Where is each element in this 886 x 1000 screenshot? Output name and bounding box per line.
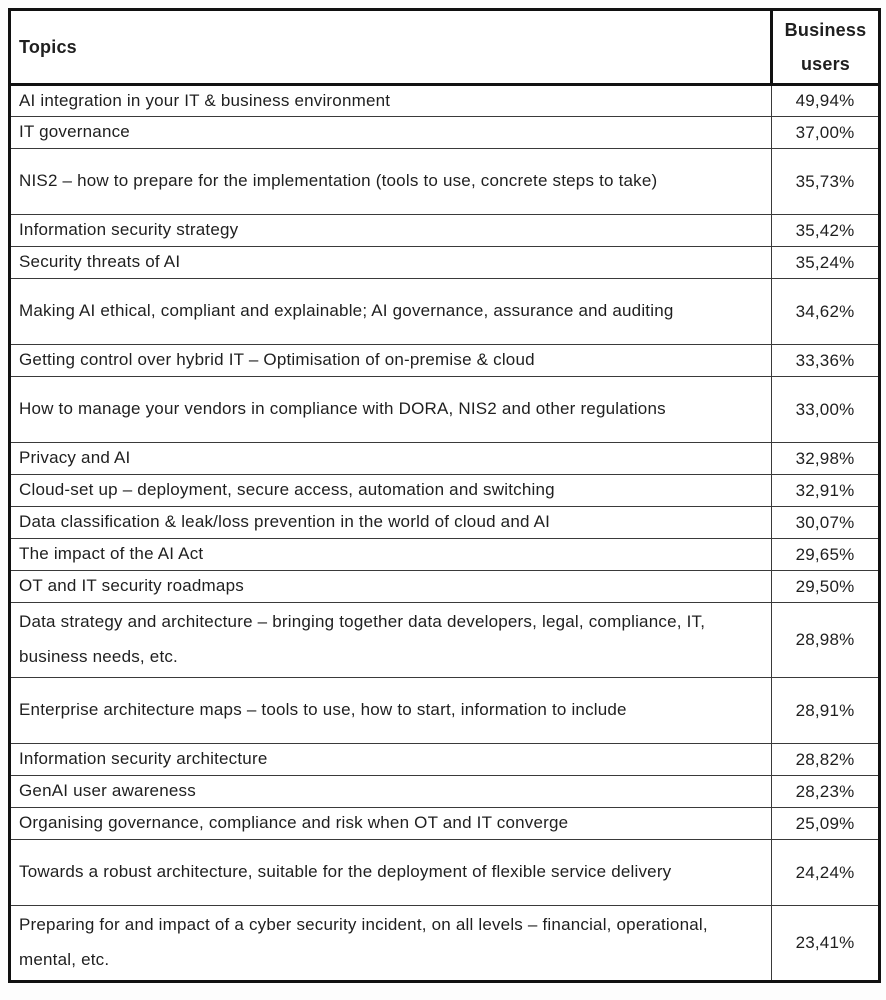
table-row xyxy=(10,571,880,603)
topics-column-header: Topics xyxy=(10,10,772,85)
topic-cell: NIS2 – how to prepare for the implementation (tools to use, concrete steps to take) xyxy=(10,149,772,215)
business-users-column-header: Business users xyxy=(772,10,880,85)
value-cell: 35,24% xyxy=(772,247,880,279)
table-row xyxy=(10,117,880,149)
topic-cell: Making AI ethical, compliant and explainable; AI governance, assurance and auditing xyxy=(10,279,772,345)
table-row xyxy=(10,377,880,443)
topic-cell: How to manage your vendors in compliance with DORA, NIS2 and other regulations xyxy=(10,377,772,443)
value-cell: 29,50% xyxy=(772,571,880,603)
topic-cell: The impact of the AI Act xyxy=(10,539,772,571)
topic-cell: Information security architecture xyxy=(10,744,772,776)
table-row xyxy=(10,279,880,345)
table-row xyxy=(10,345,880,377)
value-cell: 32,98% xyxy=(772,443,880,475)
table-row xyxy=(10,840,880,906)
value-cell: 33,36% xyxy=(772,345,880,377)
table-row xyxy=(10,247,880,279)
topics-table xyxy=(8,8,881,983)
topic-cell: IT governance xyxy=(10,117,772,149)
topic-cell: Cloud-set up – deployment, secure access, automation and switching xyxy=(10,475,772,507)
table-row xyxy=(10,443,880,475)
value-cell: 33,00% xyxy=(772,377,880,443)
value-cell: 30,07% xyxy=(772,507,880,539)
table-header xyxy=(10,10,880,85)
table-row xyxy=(10,678,880,744)
value-cell: 37,00% xyxy=(772,117,880,149)
value-cell: 28,91% xyxy=(772,678,880,744)
topic-cell: Enterprise architecture maps – tools to use, how to start, information to include xyxy=(10,678,772,744)
value-cell: 32,91% xyxy=(772,475,880,507)
value-cell: 28,23% xyxy=(772,776,880,808)
topic-cell: Preparing for and impact of a cyber security incident, on all levels – financial, operational, mental, etc. xyxy=(10,906,772,982)
table-row xyxy=(10,539,880,571)
value-cell: 35,73% xyxy=(772,149,880,215)
table-row xyxy=(10,744,880,776)
value-cell: 34,62% xyxy=(772,279,880,345)
topic-cell: Getting control over hybrid IT – Optimisation of on-premise & cloud xyxy=(10,345,772,377)
topic-cell: Information security strategy xyxy=(10,215,772,247)
topic-cell: OT and IT security roadmaps xyxy=(10,571,772,603)
topic-cell: Security threats of AI xyxy=(10,247,772,279)
table-row xyxy=(10,215,880,247)
value-cell: 24,24% xyxy=(772,840,880,906)
topic-cell: Data classification & leak/loss prevention in the world of cloud and AI xyxy=(10,507,772,539)
value-cell: 49,94% xyxy=(772,85,880,117)
topic-cell: Organising governance, compliance and risk when OT and IT converge xyxy=(10,808,772,840)
table-row xyxy=(10,776,880,808)
value-cell: 25,09% xyxy=(772,808,880,840)
topic-cell: Privacy and AI xyxy=(10,443,772,475)
topic-cell: Towards a robust architecture, suitable for the deployment of flexible service delivery xyxy=(10,840,772,906)
table-body xyxy=(10,85,880,981)
table-row xyxy=(10,906,880,982)
table-row xyxy=(10,475,880,507)
header-row xyxy=(10,10,880,85)
value-cell: 28,98% xyxy=(772,603,880,678)
value-cell: 29,65% xyxy=(772,539,880,571)
table-row xyxy=(10,149,880,215)
topic-cell: Data strategy and architecture – bringing together data developers, legal, compliance, IT, business needs, etc. xyxy=(10,603,772,678)
topic-cell: GenAI user awareness xyxy=(10,776,772,808)
value-cell: 23,41% xyxy=(772,906,880,982)
table-row xyxy=(10,808,880,840)
table-row xyxy=(10,507,880,539)
value-cell: 28,82% xyxy=(772,744,880,776)
table-row xyxy=(10,85,880,117)
table-row xyxy=(10,603,880,678)
topic-cell: AI integration in your IT & business environment xyxy=(10,85,772,117)
value-cell: 35,42% xyxy=(772,215,880,247)
